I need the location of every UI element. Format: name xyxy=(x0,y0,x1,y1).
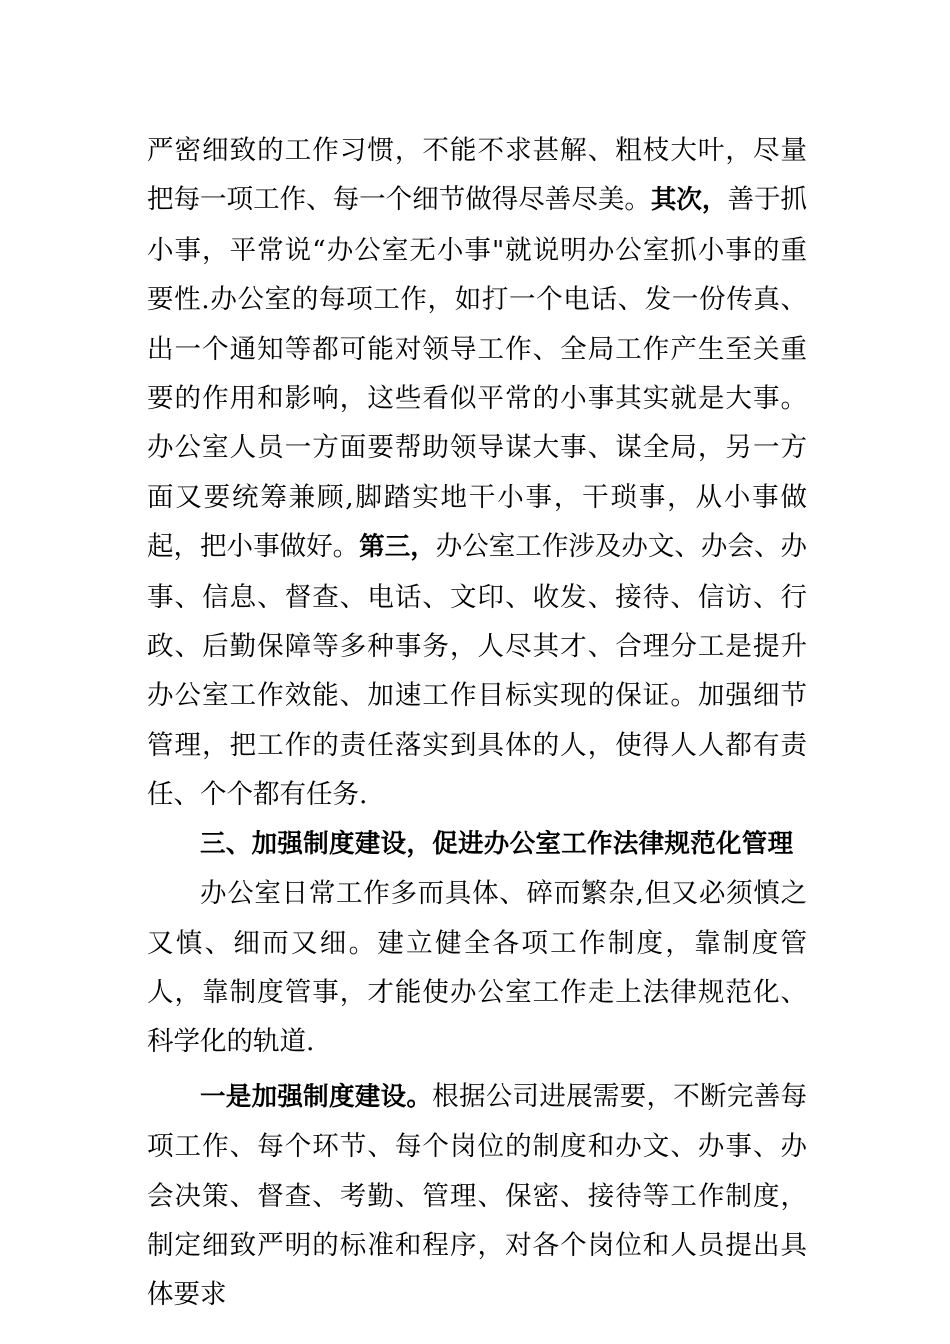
document-body xyxy=(147,126,807,1320)
paragraph-text: 根据公司进展需要，不断完善每项工作、每个环节、每个岗位的制度和办文、办事、办会决策、督查、考勤、管理、保密、接待等工作制度，制定细致严明的标准和程序，对各个岗位和人员提出具体要求 xyxy=(147,1080,807,1311)
paragraph-continuation xyxy=(147,126,807,820)
paragraph-text: 办公室工作涉及办文、办会、办事、信息、督查、电话、文印、收发、接待、信访、行政、后勤保障等多种事务，人尽其才、合理分工是提升办公室工作效能、加速工作目标实现的保证。加强细节管理，把工作的责任落实到具体的人，使得人人都有责任、个个都有任务. xyxy=(147,531,807,811)
bold-lead-first: 一是加强制度建设。 xyxy=(200,1081,433,1112)
section-heading: 三、加强制度建设，促进办公室工作法律规范化管理 xyxy=(200,828,794,859)
paragraph-system-building xyxy=(147,1072,807,1320)
paragraph-system-intro: 办公室日常工作多而具体、碎而繁杂,但又必须慎之又慎、细而又细。建立健全各项工作制度，靠制度管人，靠制度管事，才能使办公室工作走上法律规范化、科学化的轨道. xyxy=(147,878,807,1058)
paragraph-text: 善于抓小事，平常说“办公室无小事"就说明办公室抓小事的重要性.办公室的每项工作，如打一个电话、发一份传真、出一个通知等都可能对领导工作、全局工作产生至关重要的作用和影响，这些看似平常的小事其实就是大事。办公室人员一方面要帮助领导谋大事、谋全局，另一方面又要统筹兼顾,脚踏实地干小事，干琐事，从小事做起，把小事做好。 xyxy=(147,184,807,563)
bold-lead-second: 其次， xyxy=(650,185,728,216)
paragraph-text: 严密细致的工作习惯，不能不求甚解、粗枝大叶，尽量把每一项工作、每一个细节做得尽善尽美。 xyxy=(147,135,807,216)
bold-lead-third: 第三， xyxy=(359,532,436,563)
